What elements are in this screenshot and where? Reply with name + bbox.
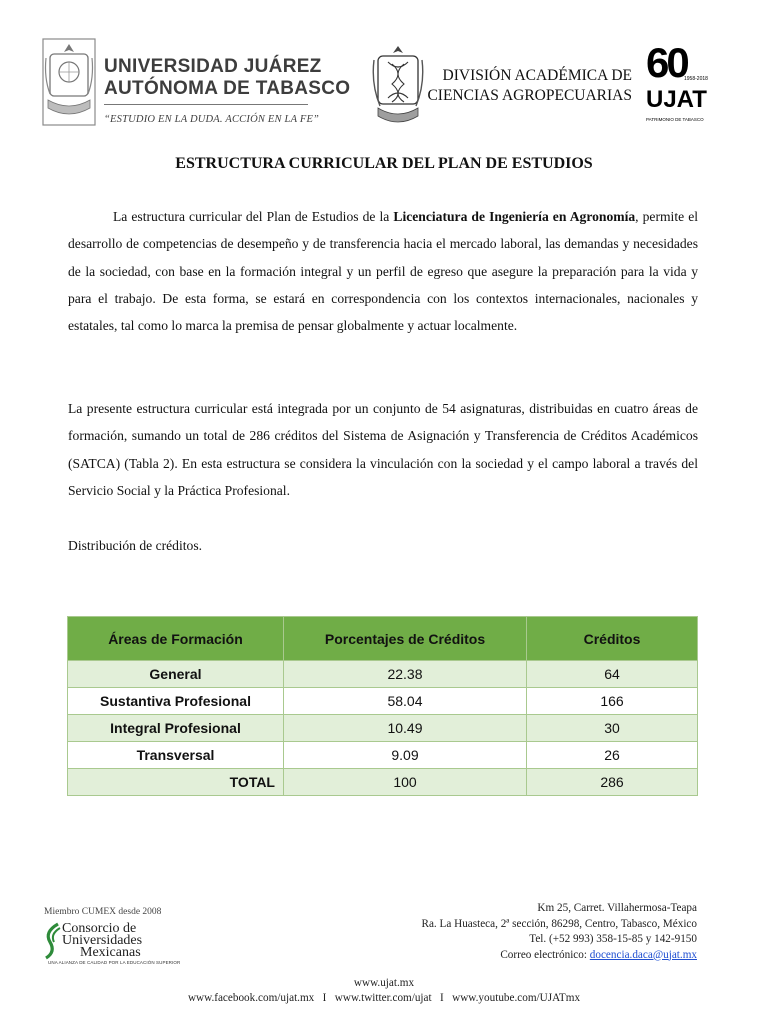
cumex-tagline: UNA ALIANZA DE CALIDAD POR LA EDUCACIÓN SUPERIOR <box>48 960 181 965</box>
anniversary-number: 60 <box>646 39 687 86</box>
table-row <box>68 688 698 715</box>
header-credits: Créditos <box>527 617 698 661</box>
phone-line: Tel. (+52 993) 358-15-85 y 142-9150 <box>529 933 697 945</box>
table-row <box>68 715 698 742</box>
university-name-line1: UNIVERSIDAD JUÁREZ <box>104 56 322 77</box>
row-credits: 64 <box>527 661 698 688</box>
cumex-emblem-icon <box>42 922 64 960</box>
division-crest <box>370 42 426 130</box>
university-crest <box>42 38 96 126</box>
division-name-line2: CIENCIAS AGROPECUARIAS <box>427 87 632 104</box>
email-line <box>422 948 698 964</box>
anniversary-tagline: PATRIMONIO DE TABASCO <box>646 117 704 122</box>
credits-table <box>67 616 698 796</box>
anniversary-brand: UJAT <box>646 86 707 113</box>
division-name-line1: DIVISIÓN ACADÉMICA DE <box>442 67 632 84</box>
row-area: Integral Profesional <box>68 715 284 742</box>
header-percentages: Porcentajes de Créditos <box>284 617 527 661</box>
structure-paragraph: La presente estructura curricular está integrada por un conjunto de 54 asignaturas, distribuidas en cuatro áreas de formación, sumando un total de 286 créditos del Sistema de Asignación y Transferencia de Créditos Académicos (SATCA) (Tabla 2). En esta estructura se considera la vinculación con la sociedad y el campo laboral a través del Servicio Social y la Práctica Profesional. <box>68 401 698 498</box>
program-name: Licenciatura de Ingeniería en Agronomía <box>393 209 636 224</box>
header-areas: Áreas de Formación <box>68 617 284 661</box>
cumex-logo <box>42 920 182 966</box>
row-credits: 30 <box>527 715 698 742</box>
row-percentage: 10.49 <box>284 715 527 742</box>
intro-text-b: , permite el desarrollo de competencias de desempeño y de transferencia hacia el mercado laboral, las demandas y necesidades de la sociedad, con base en la formación integral y un perfil de egreso que asegure la preparación para la vida y para el trabajo. De esta forma, se estará en correspondencia con los contextos internacionales, nacionales y estatales, tal como lo marca la premisa de pensar globalmente y actuar localmente. <box>68 209 699 334</box>
row-area: Sustantiva Profesional <box>68 688 284 715</box>
row-credits: 166 <box>527 688 698 715</box>
table-row <box>68 742 698 769</box>
address-line1: Km 25, Carret. Villahermosa-Teapa <box>537 902 697 914</box>
cumex-name-line1: Consorcio de <box>62 921 137 936</box>
university-name-line2: AUTÓNOMA DE TABASCO <box>104 78 351 99</box>
division-seal-icon <box>370 42 426 130</box>
row-credits: 26 <box>527 742 698 769</box>
distribution-heading: Distribución de créditos. <box>68 538 203 553</box>
row-area: General <box>68 661 284 688</box>
table-header-row <box>68 617 698 661</box>
cumex-member-note: Miembro CUMEX desde 2008 <box>44 907 162 917</box>
intro-paragraph <box>68 203 698 339</box>
cumex-name-line3: Mexicanas <box>80 945 141 960</box>
social-links[interactable]: www.facebook.com/ujat.mx I www.twitter.com/ujat I www.youtube.com/UJATmx <box>187 992 581 1004</box>
website-link[interactable]: www.ujat.mx <box>353 977 415 989</box>
anniversary-years: 1958-2018 <box>684 76 708 82</box>
address-line2: Ra. La Huasteca, 2ª sección, 86298, Centro, Tabasco, México <box>421 917 697 930</box>
total-credits: 286 <box>527 769 698 796</box>
row-area: Transversal <box>68 742 284 769</box>
anniversary-logo <box>644 39 710 126</box>
row-percentage: 22.38 <box>284 661 527 688</box>
row-percentage: 9.09 <box>284 742 527 769</box>
footer-address <box>422 901 698 963</box>
motto-divider <box>104 104 308 105</box>
university-motto: “ESTUDIO EN LA DUDA. ACCIÓN EN LA FE” <box>104 114 320 125</box>
email-label: Correo electrónico: <box>500 948 590 961</box>
total-percentage: 100 <box>284 769 527 796</box>
crest-icon <box>42 38 96 126</box>
table-total-row <box>68 769 698 796</box>
total-label: TOTAL <box>68 769 284 796</box>
document-title: ESTRUCTURA CURRICULAR DEL PLAN DE ESTUDIOS <box>175 155 593 172</box>
intro-text-a: La estructura curricular del Plan de Estudios de la <box>113 209 394 224</box>
row-percentage: 58.04 <box>284 688 527 715</box>
cumex-name-line2: Universidades <box>62 933 143 948</box>
email-link[interactable]: docencia.daca@ujat.mx <box>589 948 697 961</box>
table-row <box>68 661 698 688</box>
